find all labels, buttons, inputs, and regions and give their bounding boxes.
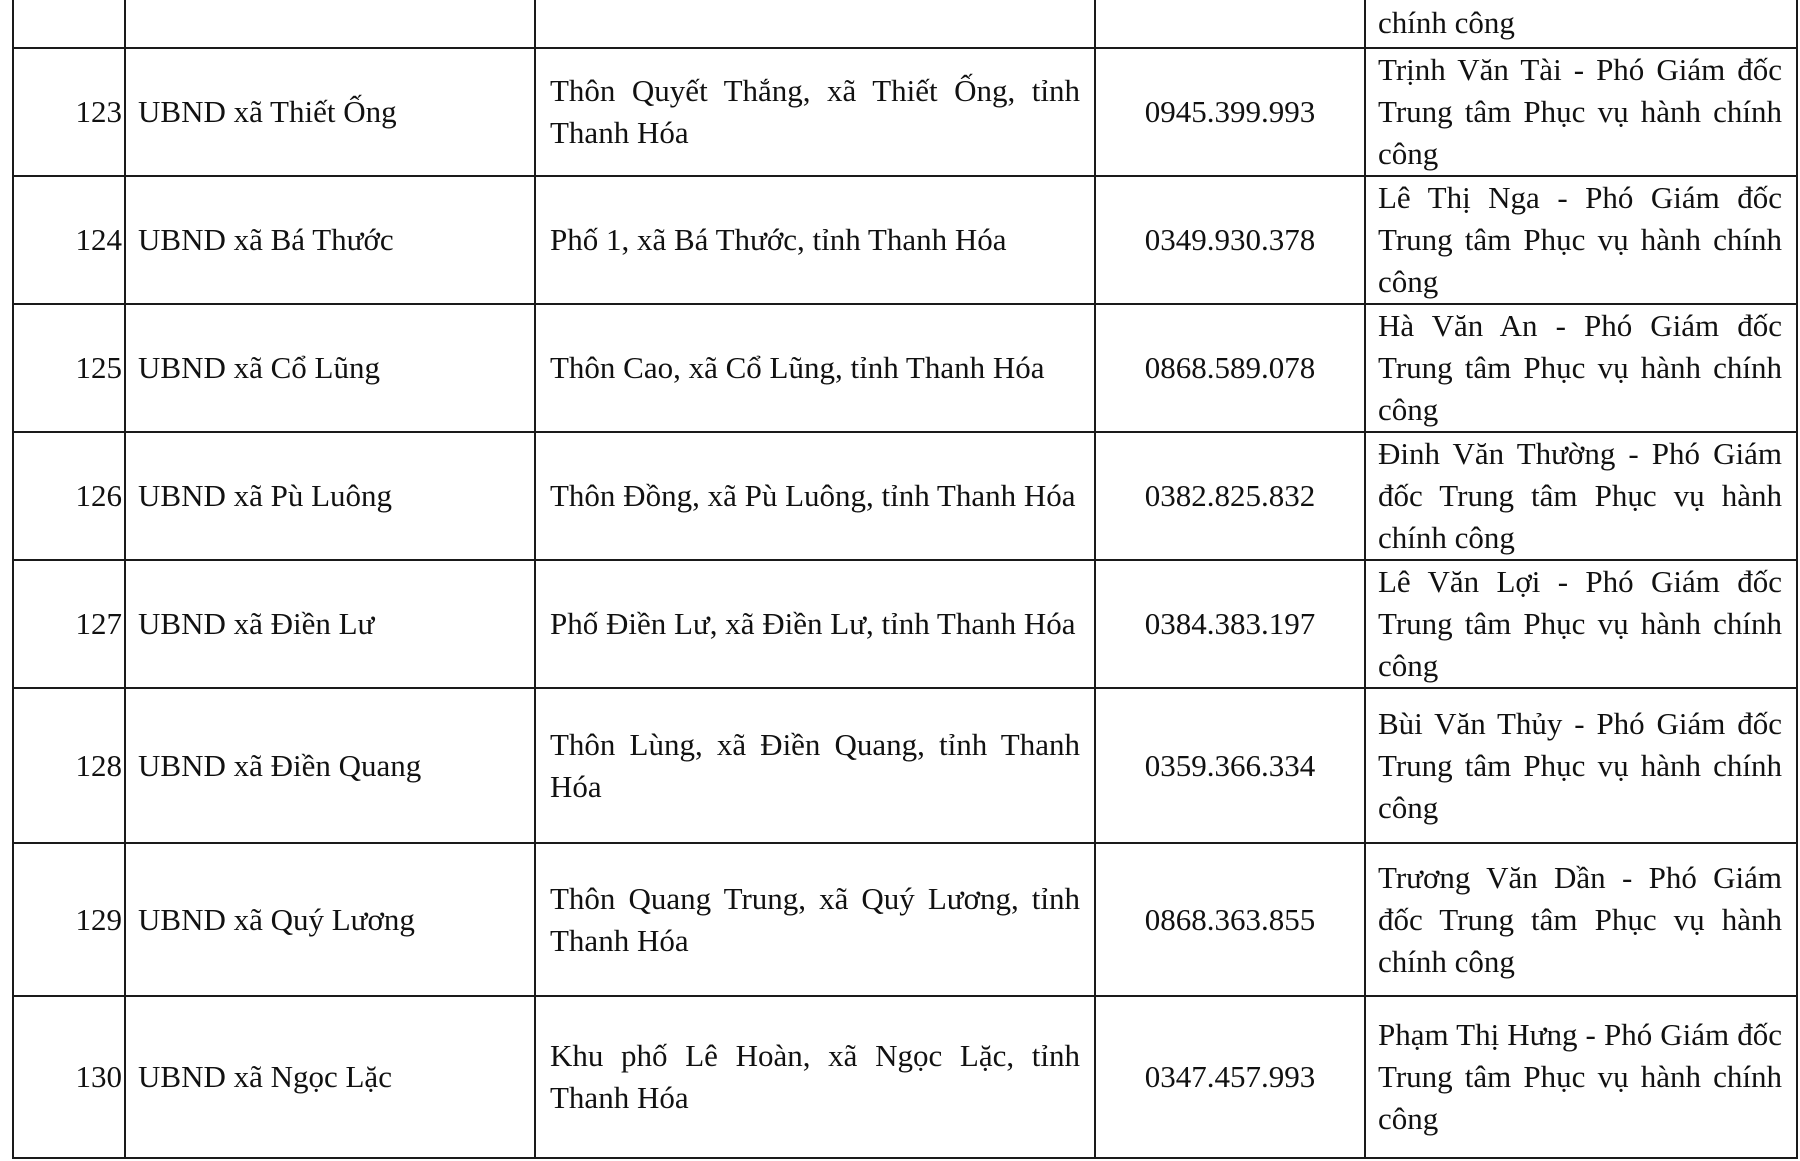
cell-no: 124 [13, 176, 125, 304]
cell-no-empty [13, 0, 125, 48]
table-row [13, 688, 1797, 843]
cell-no: 128 [13, 688, 125, 843]
cell-unit-name: UBND xã Điền Lư [125, 560, 535, 688]
table-row-fragment [13, 0, 1797, 48]
cell-phone: 0945.399.993 [1095, 48, 1365, 176]
cell-unit-name: UBND xã Quý Lương [125, 843, 535, 996]
cell-address: Thôn Lùng, xã Điền Quang, tỉnh Thanh Hóa [535, 688, 1095, 843]
cell-address-empty [535, 0, 1095, 48]
cell-phone: 0347.457.993 [1095, 996, 1365, 1158]
cell-address: Thôn Quang Trung, xã Quý Lương, tỉnh Thanh Hóa [535, 843, 1095, 996]
table-row [13, 48, 1797, 176]
cell-name-empty [125, 0, 535, 48]
table-row [13, 560, 1797, 688]
cell-address: Thôn Cao, xã Cổ Lũng, tỉnh Thanh Hóa [535, 304, 1095, 432]
cell-no: 127 [13, 560, 125, 688]
cell-contact-person: Phạm Thị Hưng - Phó Giám đốc Trung tâm Phục vụ hành chính công [1365, 996, 1797, 1158]
cell-no: 123 [13, 48, 125, 176]
cell-contact-person: Lê Thị Nga - Phó Giám đốc Trung tâm Phục vụ hành chính công [1365, 176, 1797, 304]
cell-unit-name: UBND xã Thiết Ống [125, 48, 535, 176]
cell-address: Thôn Quyết Thắng, xã Thiết Ống, tỉnh Thanh Hóa [535, 48, 1095, 176]
cell-phone-empty [1095, 0, 1365, 48]
cell-address: Phố Điền Lư, xã Điền Lư, tỉnh Thanh Hóa [535, 560, 1095, 688]
cell-phone: 0349.930.378 [1095, 176, 1365, 304]
cell-no: 126 [13, 432, 125, 560]
table-row [13, 176, 1797, 304]
cell-contact-person: Trương Văn Dần - Phó Giám đốc Trung tâm Phục vụ hành chính công [1365, 843, 1797, 996]
cell-contact-person: Lê Văn Lợi - Phó Giám đốc Trung tâm Phục vụ hành chính công [1365, 560, 1797, 688]
table-row [13, 996, 1797, 1158]
cell-phone: 0868.589.078 [1095, 304, 1365, 432]
cell-phone: 0868.363.855 [1095, 843, 1365, 996]
cell-contact-person: Bùi Văn Thủy - Phó Giám đốc Trung tâm Phục vụ hành chính công [1365, 688, 1797, 843]
cell-unit-name: UBND xã Bá Thước [125, 176, 535, 304]
cell-unit-name: UBND xã Ngọc Lặc [125, 996, 535, 1158]
cell-contact-person: Hà Văn An - Phó Giám đốc Trung tâm Phục vụ hành chính công [1365, 304, 1797, 432]
cell-phone: 0384.383.197 [1095, 560, 1365, 688]
cell-unit-name: UBND xã Điền Quang [125, 688, 535, 843]
cell-no: 125 [13, 304, 125, 432]
cell-address: Khu phố Lê Hoàn, xã Ngọc Lặc, tỉnh Thanh Hóa [535, 996, 1095, 1158]
cell-address: Phố 1, xã Bá Thước, tỉnh Thanh Hóa [535, 176, 1095, 304]
cell-phone: 0359.366.334 [1095, 688, 1365, 843]
table-row [13, 432, 1797, 560]
table-row [13, 843, 1797, 996]
cell-unit-name: UBND xã Pù Luông [125, 432, 535, 560]
contact-table [12, 0, 1798, 1159]
cell-address: Thôn Đồng, xã Pù Luông, tỉnh Thanh Hóa [535, 432, 1095, 560]
cell-unit-name: UBND xã Cổ Lũng [125, 304, 535, 432]
cell-contact-person: Trịnh Văn Tài - Phó Giám đốc Trung tâm Phục vụ hành chính công [1365, 48, 1797, 176]
table-row [13, 304, 1797, 432]
cell-no: 129 [13, 843, 125, 996]
cell-contact-person: Đinh Văn Thường - Phó Giám đốc Trung tâm Phục vụ hành chính công [1365, 432, 1797, 560]
cell-no: 130 [13, 996, 125, 1158]
cell-contact-fragment: chính công [1365, 0, 1797, 48]
cell-phone: 0382.825.832 [1095, 432, 1365, 560]
